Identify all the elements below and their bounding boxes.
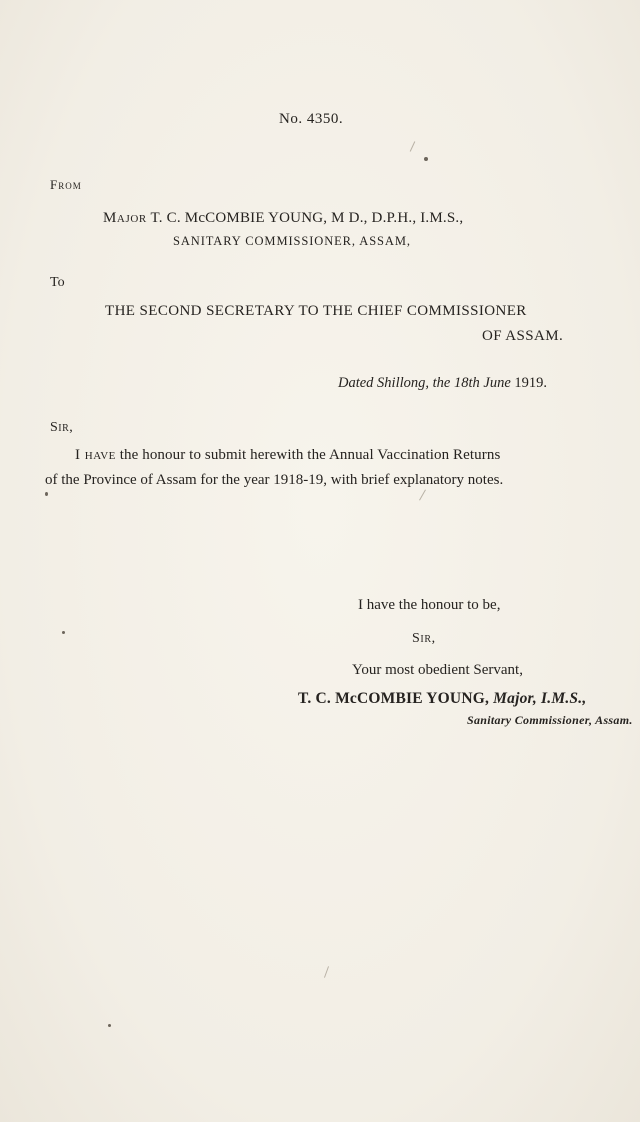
closing-line-1: I have the honour to be, bbox=[358, 597, 501, 613]
dated-line bbox=[338, 375, 547, 392]
paper-speck bbox=[62, 631, 65, 634]
body-line-1-rest: the honour to submit herewith the Annual Vaccination Returns bbox=[119, 447, 501, 463]
signature-credentials: Major, I.M.S., bbox=[493, 690, 587, 707]
signature-title: Sanitary Commissioner, Assam. bbox=[467, 713, 633, 727]
sender-name bbox=[103, 210, 463, 227]
paper-mark bbox=[324, 966, 329, 978]
closing-line-3: Your most obedient Servant, bbox=[352, 662, 523, 678]
dated-place-date: Dated Shillong, the 18th June bbox=[338, 375, 511, 391]
paper-speck bbox=[45, 492, 48, 496]
signature-full-name: T. C. McCOMBIE YOUNG, bbox=[298, 690, 490, 707]
body-lead: I have bbox=[75, 447, 116, 463]
recipient-line-2: OF ASSAM. bbox=[482, 328, 564, 344]
paper-speck bbox=[108, 1024, 111, 1027]
paper-mark bbox=[410, 141, 416, 151]
salutation: Sir, bbox=[50, 420, 74, 435]
recipient-line-1: THE SECOND SECRETARY TO THE CHIEF COMMISSIONER bbox=[105, 303, 527, 319]
document-number: No. 4350. bbox=[279, 111, 344, 127]
closing-line-2: Sir, bbox=[412, 631, 436, 646]
body-line-2: of the Province of Assam for the year 1918-19, with brief explanatory notes. bbox=[45, 472, 504, 488]
to-label: To bbox=[50, 275, 65, 290]
sender-rank: Major bbox=[103, 210, 147, 226]
sender-title: SANITARY COMMISSIONER, ASSAM, bbox=[173, 234, 411, 248]
sender-full-name: T. C. McCOMBIE YOUNG, M D., D.P.H., I.M.S., bbox=[150, 210, 464, 226]
from-label: From bbox=[50, 177, 82, 192]
paper-speck bbox=[424, 157, 428, 161]
dated-year: 1919. bbox=[514, 375, 548, 391]
paper-mark bbox=[419, 490, 426, 501]
body-line-1 bbox=[75, 447, 500, 464]
signature-name bbox=[298, 690, 586, 708]
